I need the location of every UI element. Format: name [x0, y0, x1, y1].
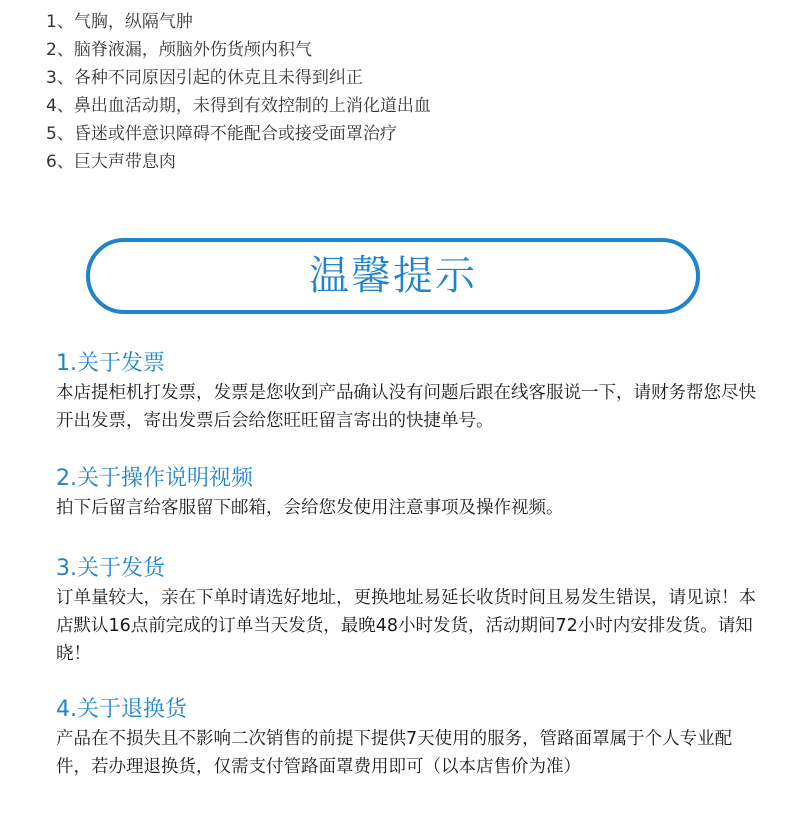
contraindication-item: 2、脑脊液漏，颅脑外伤货颅内积气	[46, 40, 312, 60]
section-returns	[56, 695, 756, 781]
section-shipping	[56, 554, 756, 668]
section-title: 1.关于发票	[56, 351, 165, 376]
contraindication-item: 5、昏迷或伴意识障碍不能配合或接受面罩治疗	[46, 124, 397, 144]
section-body: 本店提柜机打发票，发票是您收到产品确认没有问题后跟在线客服说一下，请财务帮您尽快开出发票，寄出发票后会给您旺旺留言寄出的快捷单号。	[56, 383, 756, 431]
contraindication-item: 6、巨大声带息肉	[46, 152, 176, 172]
contraindication-list	[46, 8, 431, 176]
section-invoice	[56, 349, 756, 435]
contraindication-item: 3、各种不同原因引起的休克且未得到纠正	[46, 68, 363, 88]
banner-title: 温馨提示	[309, 253, 477, 299]
section-body: 产品在不损失且不影响二次销售的前提下提供7天使用的服务，管路面罩属于个人专业配件，若办理退换货，仅需支付管路面罩费用即可（以本店售价为准）	[56, 729, 733, 777]
contraindication-item: 4、鼻出血活动期，未得到有效控制的上消化道出血	[46, 96, 431, 116]
tips-banner	[86, 238, 700, 314]
section-video	[56, 464, 756, 522]
section-title: 3.关于发货	[56, 556, 165, 581]
section-title: 2.关于操作说明视频	[56, 466, 253, 491]
section-body: 拍下后留言给客服留下邮箱，会给您发使用注意事项及操作视频。	[56, 498, 564, 518]
section-body: 订单量较大，亲在下单时请选好地址，更换地址易延长收货时间且易发生错误，请见谅！本店默认16点前完成的订单当天发货，最晚48小时发货，活动期间72小时内安排发货。请知晓！	[56, 588, 756, 664]
contraindication-item: 1、气胸，纵隔气肿	[46, 12, 193, 32]
section-title: 4.关于退换货	[56, 697, 187, 722]
